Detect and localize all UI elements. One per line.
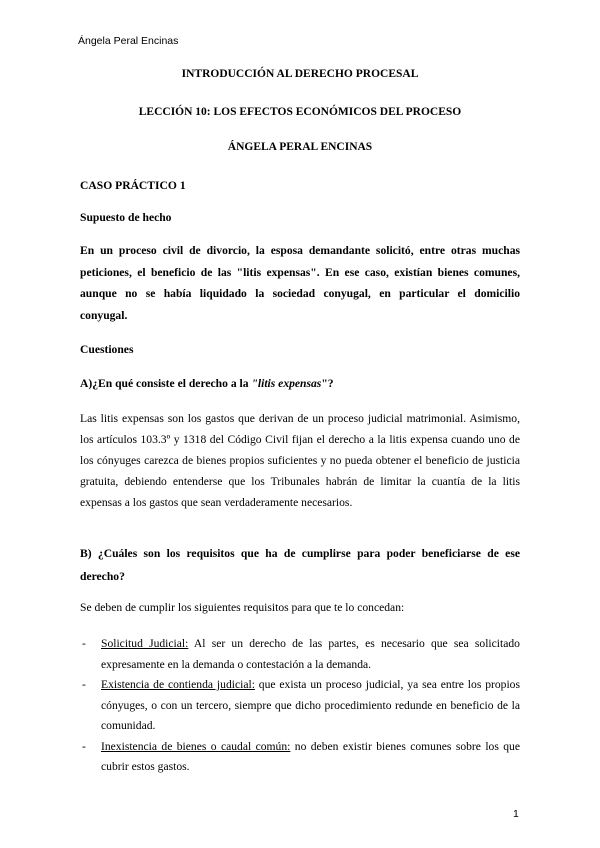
page-number: 1 [513, 808, 519, 820]
case-title: CASO PRÁCTICO 1 [80, 179, 186, 192]
list-item [80, 675, 520, 737]
facts-line: aunque no se había liquidado la sociedad conyugal, en particular el domicilio [80, 287, 520, 300]
answer-a: Las litis expensas son los gastos que derivan de un proceso judicial matrimonial. Asimismo, los artículos 103.3º y 1318 del Código Civil fijan el derecho a la litis expensa cuando uno de los cónyuges carezca de bienes propios suficientes y no pueda obtener el beneficio de justicia gratuita, debiendo entenderse que los Tribunales habrán de limitar la cuantía de la litis expensas a los gastos que sean verdaderamente necesarios. [80, 412, 520, 509]
question-a-suffix: "? [321, 377, 334, 390]
question-a-prefix: A)¿En qué consiste el derecho a la [80, 377, 252, 390]
requirement-term: Inexistencia de bienes o caudal común: [101, 739, 291, 753]
requirement-term: Existencia de contienda judicial: [101, 678, 255, 691]
requirement-text: que exista un proceso judicial, ya sea entre los propios cónyuges, o con un tercero, siempre que dicho procedimiento redunde en beneficio de la comunidad. [101, 678, 520, 732]
dash-bullet: - [82, 739, 86, 753]
dash-bullet: - [82, 637, 86, 650]
answer-b-intro: Se deben de cumplir los siguientes requisitos para que te lo concedan: [80, 601, 405, 614]
requirements-list [80, 634, 520, 778]
facts-heading: Supuesto de hecho [80, 211, 172, 224]
facts-paragraph [80, 240, 520, 326]
list-item [80, 737, 520, 778]
page-header-author: Ángela Peral Encinas [78, 35, 179, 47]
question-a [80, 373, 520, 394]
author-title: ÁNGELA PERAL ENCINAS [227, 141, 373, 153]
lesson-title: LECCIÓN 10: LOS EFECTOS ECONÓMICOS DEL PROCESO [138, 106, 462, 118]
questions-heading: Cuestiones [80, 343, 134, 356]
course-title: INTRODUCCIÓN AL DERECHO PROCESAL [181, 68, 419, 80]
facts-line: conyugal. [80, 308, 128, 322]
list-item [80, 634, 520, 675]
question-a-italic: "litis expensas [251, 377, 322, 390]
facts-line: En un proceso civil de divorcio, la esposa demandante solicitó, entre otras muchas [80, 244, 520, 257]
requirement-text: Al ser un derecho de las partes, es necesario que sea solicitado expresamente en la demanda o contestación a la demanda. [101, 637, 520, 671]
requirement-term: Solicitud Judicial: [101, 637, 189, 650]
dash-bullet: - [82, 678, 86, 691]
facts-line: peticiones, el beneficio de las "litis expensas". En ese caso, existían bienes comunes, [80, 265, 520, 279]
question-b: B) ¿Cuáles son los requisitos que ha de cumplirse para poder beneficiarse de ese derecho? [80, 547, 520, 583]
requirement-text: no deben existir bienes comunes sobre los que cubrir estos gastos. [101, 739, 521, 773]
